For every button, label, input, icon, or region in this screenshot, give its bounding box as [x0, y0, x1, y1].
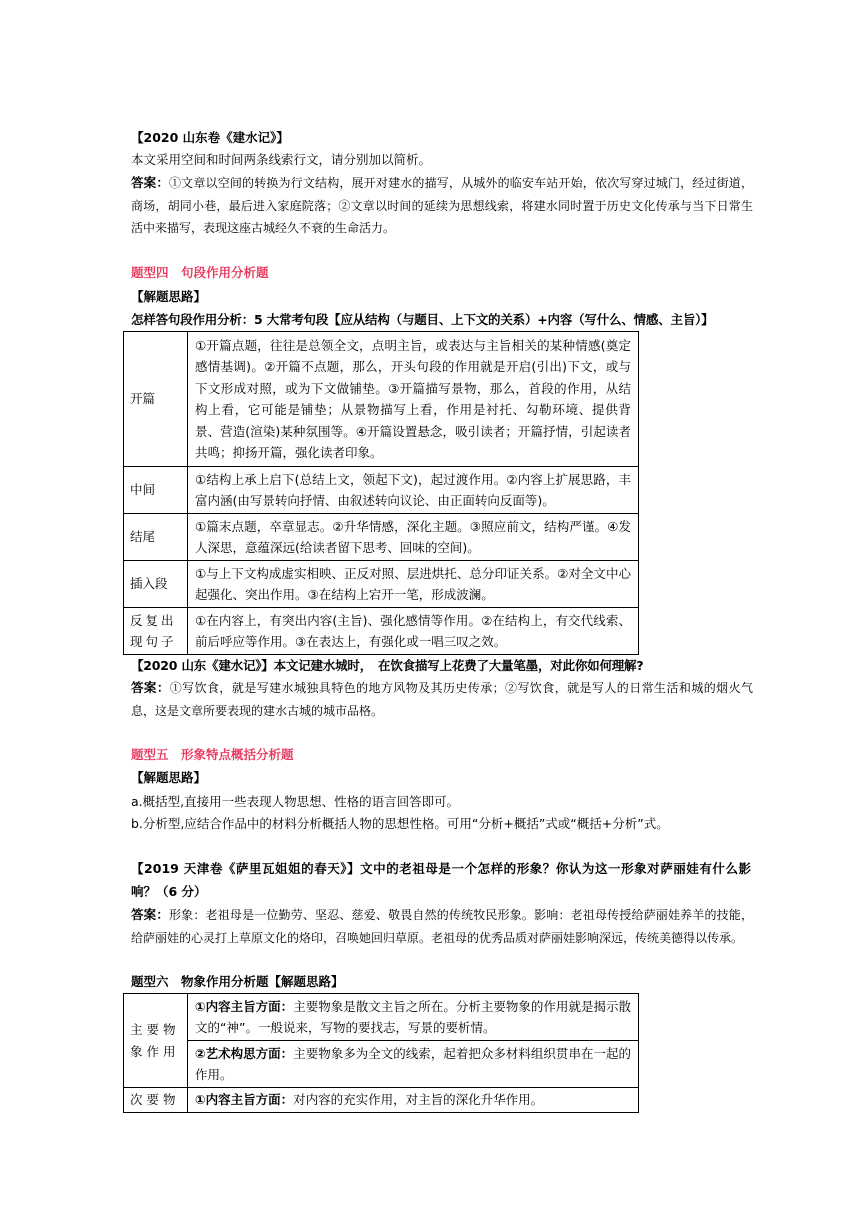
row-head: 开篇	[124, 332, 188, 467]
row-head: 反复出现句子	[124, 608, 188, 655]
table-row	[124, 1088, 639, 1113]
answer-text: 形象：老祖母是一位勤劳、坚忍、慈爱、敬畏自然的传统牧民形象。影响：老祖母传授给萨丽娃养羊的技能，给萨丽娃的心灵打上草原文化的烙印，召唤她回归草原。老祖母的优秀品质对萨丽娃影响深远，传统美德得以传承。	[131, 908, 753, 945]
row-text: ①开篇点题，往往是总领全文，点明主旨，或表达与主旨相关的某种情感(奠定感情基调)。②开篇不点题，那么，开头句段的作用就是开启(引出)下文，或与下文形成对照，或为下文做铺垫。③开篇描写景物，那么，首段的作用，从结构上看，它可能是铺垫；从景物描写上看，作用是衬托、勾勒环境、提供背景、营造(渲染)某种氛围等。④开篇设置悬念，吸引读者；开篇抒情，引起读者共鸣；抑扬开篇，强化读者印象。	[188, 332, 639, 467]
approach-heading: 【解题思路】	[131, 289, 207, 304]
table-row	[124, 561, 639, 608]
table-row	[124, 994, 639, 1041]
row-head: 插入段	[124, 561, 188, 608]
row-body: 对内容的充实作用，对主旨的深化升华作用。	[293, 1092, 544, 1108]
approach-heading: 【解题思路】	[131, 770, 207, 785]
row-head: 结尾	[124, 514, 188, 561]
row-body: 主要物象多为全文的线索，起着把众多材料组织贯串在一起的作用。	[195, 1045, 631, 1082]
approach-intro: 怎样答句段作用分析：5 大常考句段【应从结构（与题目、上下文的关系）+内容（写什么、情感、主旨）】	[131, 312, 714, 327]
section-title-type4: 题型四 句段作用分析题	[131, 265, 269, 280]
answer-block	[131, 904, 753, 949]
row-text	[188, 1088, 639, 1113]
row-text: ①在内容上，有突出内容(主旨)、强化感情等作用。②在结构上，有交代线索、前后呼应等作用。③在表达上，有强化或一唱三叹之效。	[188, 608, 639, 655]
answer-block	[131, 172, 753, 240]
row-label: ①内容主旨方面：	[195, 998, 294, 1014]
approach-b: b.分析型,应结合作品中的材料分析概括人物的思想性格。可用“分析+概括”式或“概括+分析”式。	[131, 816, 669, 831]
row-text: ①篇末点题，卒章显志。②升华情感，深化主题。③照应前文，结构严谨。④发人深思，意蕴深远(给读者留下思考、回味的空间)。	[188, 514, 639, 561]
section-title-type6: 题型六 物象作用分析题【解题思路】	[131, 974, 344, 989]
answer-text: ①文章以空间的转换为行文结构，展开对建水的描写，从城外的临安车站开始，依次写穿过城门，经过街道，商场，胡同小巷，最后进入家庭院落；②文章以时间的延续为思想线索，将建水同时置于历史文化传承与当下日常生活中来描写，表现这座古城经久不衰的生命活力。	[131, 176, 753, 235]
section-heading-jianshuiji: 【2020 山东卷《建水记》】	[131, 130, 289, 145]
imagery-function-table	[123, 993, 639, 1113]
table-row	[124, 467, 639, 514]
section-title-type5: 题型五 形象特点概括分析题	[131, 747, 294, 762]
row-text	[188, 994, 639, 1041]
table-row	[124, 608, 639, 655]
row-label: ②艺术构思方面：	[195, 1045, 294, 1061]
row-text: ①与上下文构成虚实相映、正反对照、层进烘托、总分印证关系。②对全文中心起强化、突出作用。③在结构上宕开一笔，形成波澜。	[188, 561, 639, 608]
row-head: 主要物象作用	[124, 994, 188, 1088]
sentence-function-table	[123, 331, 639, 655]
row-text	[188, 1041, 639, 1088]
approach-a: a.概括型,直接用一些表现人物思想、性格的语言回答即可。	[131, 794, 460, 809]
answer-block	[131, 677, 753, 722]
table-row	[124, 1041, 639, 1088]
question-text: 本文采用空间和时间两条线索行文，请分别加以简析。	[131, 152, 432, 167]
question-text: 【2020 山东《建水记》】本文记建水城时， 在饮食描写上花费了大量笔墨，对此你如何理解?	[131, 658, 644, 673]
answer-label: 答案：	[131, 175, 170, 190]
row-label: ①内容主旨方面：	[195, 1092, 294, 1108]
row-head: 中间	[124, 467, 188, 514]
table-row	[124, 332, 639, 467]
answer-text: ①写饮食，就是写建水城独具特色的地方风物及其历史传承；②写饮食，就是写人的日常生活和城的烟火气息，这是文章所要表现的建水古城的城市品格。	[131, 681, 753, 718]
row-text: ①结构上承上启下(总结上文，领起下文)，起过渡作用。②内容上扩展思路，丰富内涵(由写景转向抒情、由叙述转向议论、由正面转向反面等)。	[188, 467, 639, 514]
row-head: 次要物	[124, 1088, 188, 1113]
answer-label: 答案：	[131, 907, 170, 922]
row-body: 主要物象是散文主旨之所在。分析主要物象的作用就是揭示散文的“神”。一般说来，写物的要找志，写景的要析情。	[195, 998, 631, 1035]
answer-label: 答案：	[131, 680, 170, 695]
question-text: 【2019 天津卷《萨里瓦姐姐的春天》】文中的老祖母是一个怎样的形象？你认为这一形象对萨丽娃有什么影响？（6 分）	[131, 861, 751, 899]
table-row	[124, 514, 639, 561]
